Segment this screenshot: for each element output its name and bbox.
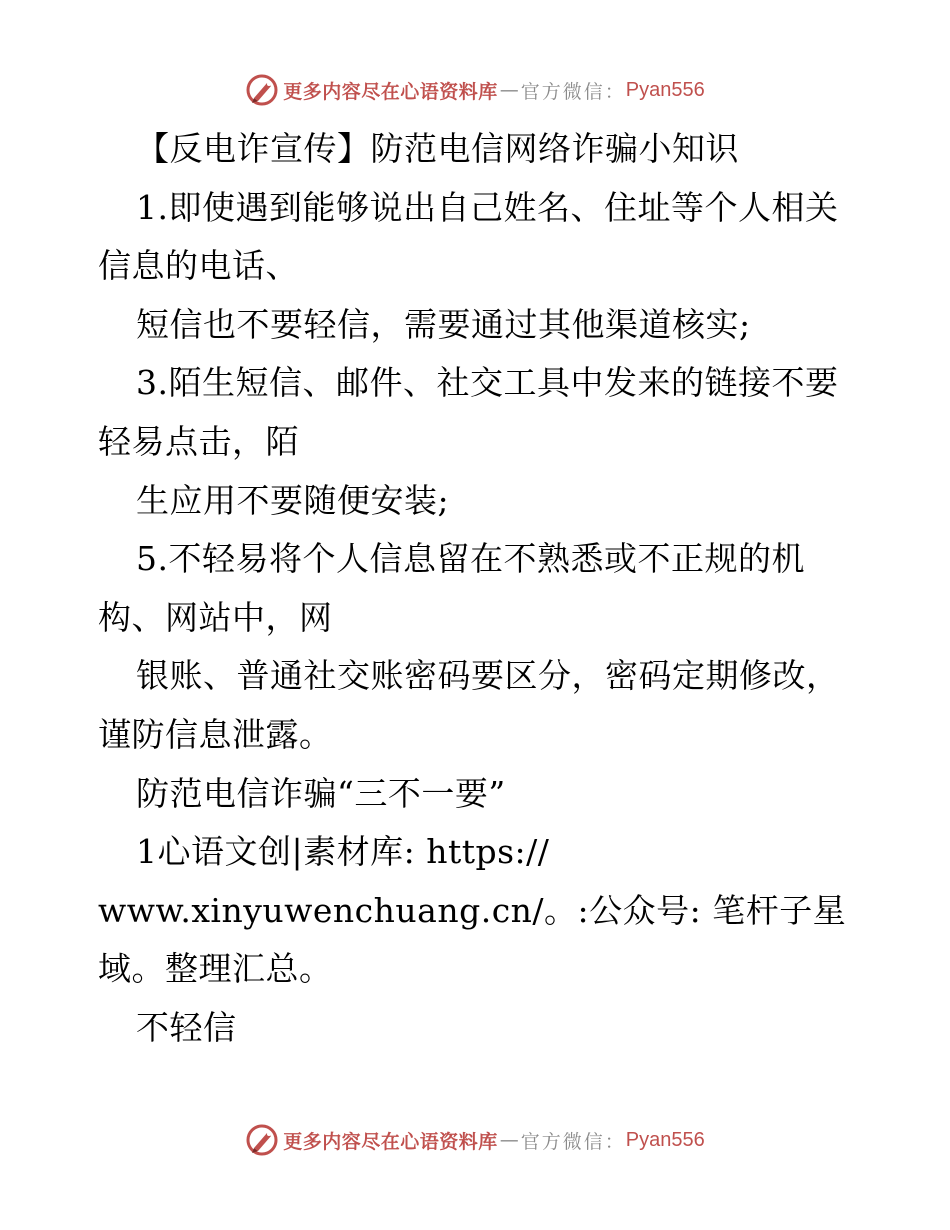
doc-subheading: 防范电信诈骗“三不一要” [136,773,506,813]
doc-line: 信息的电话、 [98,246,299,286]
doc-line: 域。整理汇总。 [98,949,333,989]
banner-dash: — [499,79,519,101]
doc-line: 生应用不要随便安装; [136,480,450,520]
banner-label: 官方微信： [520,1130,626,1153]
doc-line: 谨防信息泄露。 [98,714,333,754]
doc-line: 1.即使遇到能够说出自己姓名、住址等个人相关 [136,187,839,227]
doc-line: www.xinyuwenchuang.cn/。:公众号: 笔杆子星 [98,890,847,930]
doc-title: 【反电诈宣传】防范电信网络诈骗小知识 [136,129,739,168]
banner-wechat-id: Pyan556 [625,1128,705,1151]
footer-banner [0,1120,950,1160]
header-banner [0,70,950,110]
banner-main-text: 更多内容尽在心语资料库 [283,80,498,103]
banner-main-text: 更多内容尽在心语资料库 [283,1130,498,1153]
doc-line: 构、网站中，网 [98,597,333,637]
document-body [98,120,858,1058]
doc-line: 轻易点击，陌 [98,421,299,461]
banner-wechat-id: Pyan556 [625,78,705,101]
banner-label: 官方微信： [520,80,626,103]
doc-line: 3.陌生短信、邮件、社交工具中发来的链接不要 [136,363,839,403]
doc-line: 不轻信 [136,1007,237,1047]
banner-dash: — [499,1129,519,1151]
doc-line: 银账、普通社交账密码要区分，密码定期修改， [136,656,840,696]
doc-line: 1心语文创|素材库: https:// [136,832,550,872]
doc-line: 短信也不要轻信，需要通过其他渠道核实; [136,304,751,344]
pen-logo-icon [245,1123,279,1157]
pen-logo-icon [245,73,279,107]
doc-line: 5.不轻易将个人信息留在不熟悉或不正规的机 [136,539,805,579]
